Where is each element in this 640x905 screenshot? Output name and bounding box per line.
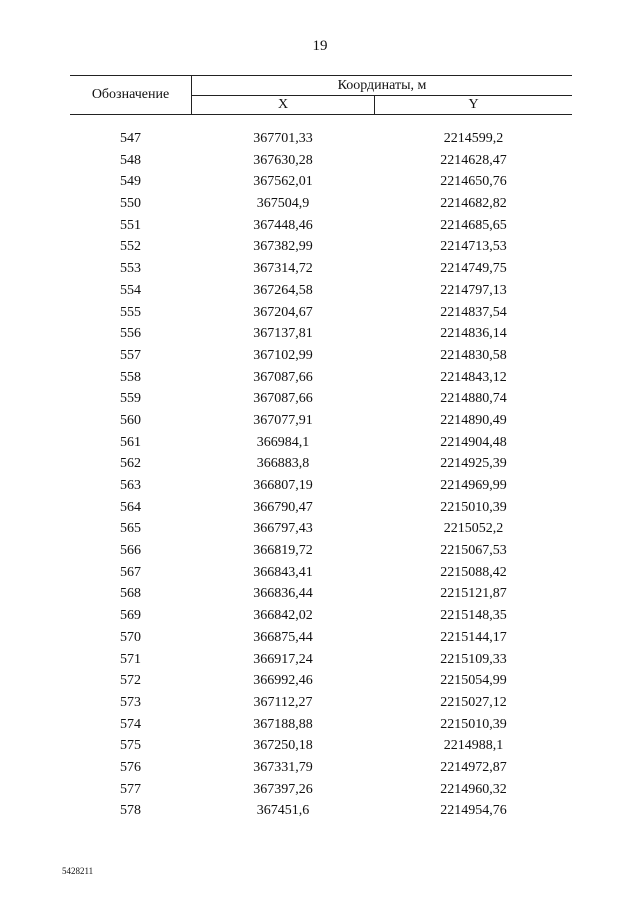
table-row bbox=[70, 130, 572, 152]
row-designation: 550 bbox=[120, 196, 141, 212]
row-y-value: 2214954,76 bbox=[440, 803, 507, 819]
row-x-value: 366883,8 bbox=[256, 456, 310, 472]
table-row bbox=[70, 390, 572, 412]
table-row bbox=[70, 217, 572, 239]
table-row bbox=[70, 195, 572, 217]
row-designation: 565 bbox=[120, 521, 141, 537]
row-y-value: 2214650,76 bbox=[440, 174, 507, 190]
row-designation: 553 bbox=[120, 261, 141, 277]
table-header bbox=[70, 75, 572, 115]
row-y-value: 2215010,39 bbox=[440, 499, 507, 515]
row-designation: 549 bbox=[120, 174, 141, 190]
row-y-value: 2215121,87 bbox=[440, 586, 507, 602]
row-designation: 554 bbox=[120, 282, 141, 298]
row-y-value: 2214890,49 bbox=[440, 412, 507, 428]
row-designation: 567 bbox=[120, 564, 141, 580]
row-x-value: 367102,99 bbox=[253, 347, 313, 363]
row-designation: 559 bbox=[120, 391, 141, 407]
table-row bbox=[70, 173, 572, 195]
row-designation: 557 bbox=[120, 347, 141, 363]
table-row bbox=[70, 737, 572, 759]
row-x-value: 366797,43 bbox=[253, 521, 313, 537]
row-x-value: 367331,79 bbox=[253, 759, 313, 775]
table-row bbox=[70, 672, 572, 694]
row-y-value: 2215027,12 bbox=[440, 694, 507, 710]
row-x-value: 367137,81 bbox=[253, 326, 313, 342]
row-designation: 555 bbox=[120, 304, 141, 320]
row-designation: 578 bbox=[120, 803, 141, 819]
table-row bbox=[70, 499, 572, 521]
row-designation: 573 bbox=[120, 694, 141, 710]
row-x-value: 366819,72 bbox=[253, 543, 313, 559]
row-designation: 563 bbox=[120, 478, 141, 493]
table-row bbox=[70, 434, 572, 456]
row-x-value: 367701,33 bbox=[253, 131, 313, 146]
row-x-value: 367264,58 bbox=[253, 282, 313, 298]
table-body bbox=[70, 130, 572, 824]
row-y-value: 2214713,53 bbox=[440, 239, 507, 255]
table-row bbox=[70, 694, 572, 716]
row-y-value: 2214682,82 bbox=[440, 196, 507, 212]
row-x-value: 366842,02 bbox=[253, 608, 313, 624]
row-x-value: 367204,67 bbox=[253, 304, 313, 320]
table-row bbox=[70, 629, 572, 651]
footer-code: 5428211 bbox=[62, 866, 94, 876]
row-designation: 572 bbox=[120, 673, 141, 689]
row-y-value: 2214880,74 bbox=[440, 391, 507, 407]
row-designation: 577 bbox=[120, 781, 141, 797]
row-x-value: 367451,6 bbox=[256, 803, 310, 819]
table-row bbox=[70, 304, 572, 326]
row-x-value: 367504,9 bbox=[256, 196, 310, 212]
table-row bbox=[70, 238, 572, 260]
row-x-value: 367630,28 bbox=[253, 152, 313, 168]
table-row bbox=[70, 260, 572, 282]
row-y-value: 2215054,99 bbox=[440, 673, 507, 689]
row-y-value: 2215052,2 bbox=[443, 521, 504, 537]
row-y-value: 2214969,99 bbox=[440, 478, 507, 493]
row-designation: 564 bbox=[120, 499, 141, 515]
table-row bbox=[70, 412, 572, 434]
row-y-value: 2214628,47 bbox=[440, 152, 507, 168]
row-designation: 568 bbox=[120, 586, 141, 602]
row-designation: 560 bbox=[120, 412, 141, 428]
row-designation: 566 bbox=[120, 543, 141, 559]
row-y-value: 2214972,87 bbox=[440, 759, 507, 775]
page-number: 19 bbox=[312, 38, 328, 54]
table-row bbox=[70, 455, 572, 477]
row-x-value: 367087,66 bbox=[253, 369, 313, 385]
row-x-value: 366992,46 bbox=[253, 673, 313, 689]
row-designation: 575 bbox=[120, 738, 141, 754]
row-y-value: 2214749,75 bbox=[440, 261, 507, 277]
row-designation: 551 bbox=[120, 217, 141, 233]
row-x-value: 367382,99 bbox=[253, 239, 313, 255]
row-y-value: 2214830,58 bbox=[440, 347, 507, 363]
row-y-value: 2214960,32 bbox=[440, 781, 507, 797]
row-designation: 556 bbox=[120, 326, 141, 342]
row-y-value: 2215109,33 bbox=[440, 651, 507, 667]
table-row bbox=[70, 542, 572, 564]
header-x: X bbox=[192, 96, 375, 114]
row-designation: 552 bbox=[120, 239, 141, 255]
row-y-value: 2215144,17 bbox=[440, 629, 507, 645]
row-x-value: 366875,44 bbox=[253, 629, 313, 645]
row-designation: 576 bbox=[120, 759, 141, 775]
row-x-value: 366843,41 bbox=[253, 564, 313, 580]
row-x-value: 366917,24 bbox=[253, 651, 313, 667]
row-x-value: 367087,66 bbox=[253, 391, 313, 407]
row-x-value: 366790,47 bbox=[253, 499, 313, 515]
header-y: Y bbox=[468, 97, 479, 112]
row-y-value: 2215148,35 bbox=[440, 608, 507, 624]
table-row bbox=[70, 802, 572, 824]
row-y-value: 2215010,39 bbox=[440, 716, 507, 732]
table-row bbox=[70, 369, 572, 391]
row-y-value: 2214797,13 bbox=[440, 282, 507, 298]
row-designation: 574 bbox=[120, 716, 141, 732]
row-y-value: 2214843,12 bbox=[440, 369, 507, 385]
table-row bbox=[70, 607, 572, 629]
row-y-value: 2214925,39 bbox=[440, 456, 507, 472]
row-designation: 562 bbox=[120, 456, 141, 472]
row-designation: 571 bbox=[120, 651, 141, 667]
row-y-value: 2214685,65 bbox=[440, 217, 507, 233]
table-row bbox=[70, 325, 572, 347]
row-x-value: 367112,27 bbox=[253, 694, 313, 710]
row-x-value: 367448,46 bbox=[253, 217, 313, 233]
table-row bbox=[70, 152, 572, 174]
table-row bbox=[70, 585, 572, 607]
row-x-value: 366836,44 bbox=[253, 586, 313, 602]
header-designation: Обозначение bbox=[70, 76, 192, 114]
table-row bbox=[70, 716, 572, 738]
table-row bbox=[70, 759, 572, 781]
table-row bbox=[70, 564, 572, 586]
row-y-value: 2214837,54 bbox=[440, 304, 507, 320]
row-y-value: 2215088,42 bbox=[440, 564, 507, 580]
table-row bbox=[70, 651, 572, 673]
row-designation: 570 bbox=[120, 629, 141, 645]
row-designation: 569 bbox=[120, 608, 141, 624]
row-y-value: 2214836,14 bbox=[440, 326, 507, 342]
row-designation: 547 bbox=[120, 131, 141, 146]
row-x-value: 367314,72 bbox=[253, 261, 313, 277]
header-coordinates: Координаты, м bbox=[192, 76, 572, 96]
row-x-value: 367250,18 bbox=[253, 738, 313, 754]
row-y-value: 2215067,53 bbox=[440, 543, 507, 559]
row-designation: 548 bbox=[120, 152, 141, 168]
row-x-value: 367397,26 bbox=[253, 781, 313, 797]
row-designation: 561 bbox=[120, 434, 141, 450]
row-y-value: 2214904,48 bbox=[440, 434, 507, 450]
table-row bbox=[70, 477, 572, 499]
table-row bbox=[70, 347, 572, 369]
row-x-value: 367188,88 bbox=[253, 716, 313, 732]
row-x-value: 366984,1 bbox=[256, 434, 310, 450]
row-y-value: 2214599,2 bbox=[443, 131, 504, 146]
row-y-value: 2214988,1 bbox=[443, 738, 504, 754]
table-row bbox=[70, 282, 572, 304]
table-row bbox=[70, 781, 572, 803]
table-row bbox=[70, 520, 572, 542]
row-x-value: 367562,01 bbox=[253, 174, 313, 190]
row-designation: 558 bbox=[120, 369, 141, 385]
row-x-value: 366807,19 bbox=[253, 478, 313, 493]
row-x-value: 367077,91 bbox=[253, 412, 313, 428]
